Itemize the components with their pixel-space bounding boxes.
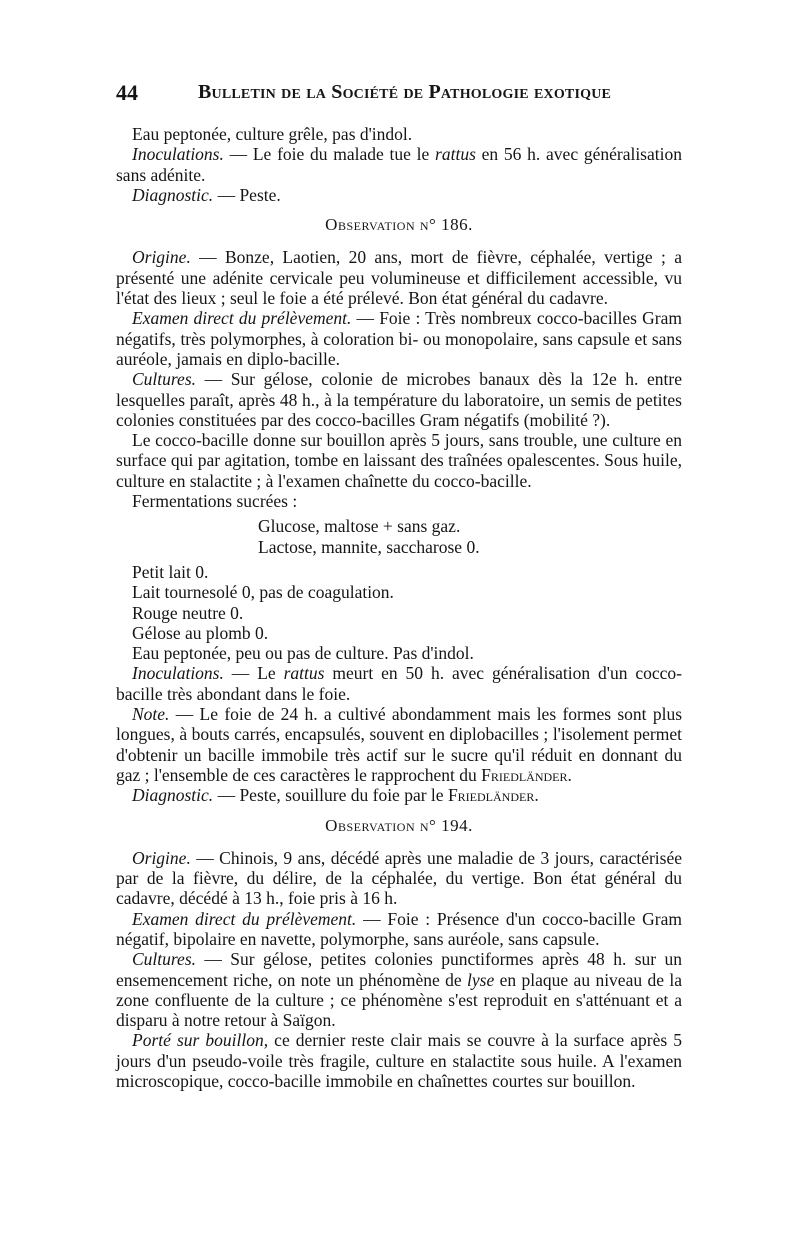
term-friedlander: Friedländer. xyxy=(447,785,539,806)
paragraph-diagnostic-186 xyxy=(116,785,682,805)
label-diagnostic: Diagnostic. xyxy=(132,184,214,205)
observation-186-title: Observation n° 186. xyxy=(325,215,473,235)
label-cultures: Cultures. xyxy=(132,369,197,390)
text: Eau peptonée, culture grêle, pas d'indol. xyxy=(132,124,413,144)
paragraph-note-186 xyxy=(116,704,682,785)
text: — Le foie de 24 h. a cultivé abondamment mais les formes sont plus longues, à bouts carrés, encapsulés, souvent en diplobacilles ; l'isolement permet d'obtenir un bacille immobile très actif sur le sucre qu'il réduit en donnant du gaz ; l'ensemble de ces caractères le rapprochent du xyxy=(116,704,682,785)
paragraph-bouillon-186: Le cocco-bacille donne sur bouillon après 5 jours, sans trouble, une culture en surface qui par agitation, tombe en laissant des traînées opalescentes. Sous huile, culture en stalactite ; à l'examen chaînette du cocco-bacille. xyxy=(116,430,682,491)
paragraph-cultures-194 xyxy=(116,949,682,1030)
paragraph-origine-194 xyxy=(116,848,682,909)
text: — Peste, souillure du foie par le xyxy=(213,785,448,806)
line-petit-lait: Petit lait 0. xyxy=(132,561,209,582)
text: — Bonze, Laotien, 20 ans, mort de fièvre, céphalée, vertige ; a présenté une adénite cervicale peu volumineuse et difficilement accessible, vu l'état des lieux ; seul le foie a été prélevé. Bon état général du cadavre. xyxy=(116,247,682,309)
paragraph-inoculations-prev xyxy=(116,144,682,185)
label-origine: Origine. xyxy=(132,847,191,868)
text: — Foie : Présence d'un cocco-bacille Gram négatif, bipolaire en navette, polymorphe, sans auréole, sans capsule. xyxy=(116,908,683,949)
paragraph-examen-194 xyxy=(116,909,682,950)
text: en 56 h. avec généralisation sans adénite. xyxy=(116,144,682,185)
paragraph-examen-186 xyxy=(116,308,682,369)
term-friedlander: Friedländer. xyxy=(481,764,572,785)
text: meurt en 50 h. avec généralisation d'un cocco-bacille très abondant dans le foie. xyxy=(116,663,682,704)
paragraph-fermentations-186: Fermentations sucrées : xyxy=(132,491,298,512)
page-header xyxy=(116,80,682,110)
running-title: Bulletin de la Société de Pathologie exotique xyxy=(198,81,612,103)
term-rattus: rattus xyxy=(435,144,476,165)
label-origine: Origine. xyxy=(132,247,191,268)
text: en plaque au niveau de la zone confluente de la culture ; ce phénomène s'est reproduit en s'atténuant et a disparu à notre retour à Saïgon. xyxy=(116,969,682,1031)
paragraph-bouillon-194 xyxy=(116,1030,682,1091)
line-gelose-plomb: Gélose au plomb 0. xyxy=(132,622,269,643)
paragraph-inoculations-186 xyxy=(116,663,682,704)
paragraph-origine-186 xyxy=(116,247,682,308)
paragraph-diagnostic-prev xyxy=(116,185,682,205)
paragraph-cultures-186 xyxy=(116,369,682,430)
text: — Sur gélose, colonie de microbes banaux dès la 12e h. entre lesquelles paraît, après 48 h., à la température du laboratoire, un semis de petites colonies constituées par des cocco-bacilles Gram négatifs (mobilité ?). xyxy=(116,369,682,430)
sugars-line-2: Lactose, mannite, saccharose 0. xyxy=(258,536,480,557)
text: ce dernier reste clair mais se couvre à la surface après 5 jours d'un pseudo-voile très fragile, culture en stalactite sous huile. A l'examen microscopique, cocco-bacille immobile en chaînettes courtes sur bouillon. xyxy=(116,1030,682,1092)
label-examen: Examen direct du prélèvement. xyxy=(132,308,352,329)
line-eau-peptonee: Eau peptonée, peu ou pas de culture. Pas d'indol. xyxy=(132,643,474,664)
text: — Chinois, 9 ans, décédé après une maladie de 3 jours, caractérisée par de la fièvre, du délire, de la céphalée, du vertige. Bon état général du cadavre, décédé à 13 h., foie pris à 16 h. xyxy=(116,847,682,909)
sugars-block xyxy=(116,516,682,557)
label-inoculations: Inoculations. xyxy=(132,144,224,165)
line-rouge-neutre: Rouge neutre 0. xyxy=(132,602,244,623)
label-cultures: Cultures. xyxy=(132,949,197,970)
text: — Le xyxy=(223,663,284,684)
label-inoculations: Inoculations. xyxy=(132,663,224,684)
label-note: Note. xyxy=(132,704,170,725)
label-porte-sur-bouillon: Porté sur bouillon, xyxy=(132,1030,269,1051)
term-rattus: rattus xyxy=(283,663,325,684)
label-examen: Examen direct du prélèvement. xyxy=(132,908,357,929)
observation-194-title: Observation n° 194. xyxy=(325,815,473,835)
text: — Le foie du malade tue le xyxy=(223,144,436,165)
label-diagnostic: Diagnostic. xyxy=(132,785,214,806)
body-text xyxy=(116,124,682,1091)
line-lait-tournesole: Lait tournesolé 0, pas de coagulation. xyxy=(132,582,394,603)
text: — Peste. xyxy=(213,184,281,205)
page-number: 44 xyxy=(116,80,138,105)
sugars-line-1: Glucose, maltose + sans gaz. xyxy=(258,516,461,537)
paragraph-eau-peptonee-prev xyxy=(116,124,682,144)
text: — Sur gélose, petites colonies punctiformes après 48 h. sur un ensemencement riche, on note un phénomène de xyxy=(116,949,682,990)
text: — Foie : Très nombreux cocco-bacilles Gram négatifs, très polymorphes, à coloration bi- ou monopolaire, sans capsule et sans auréole, jamais en diplo-bacille. xyxy=(116,308,682,369)
term-lyse: lyse xyxy=(467,969,495,990)
